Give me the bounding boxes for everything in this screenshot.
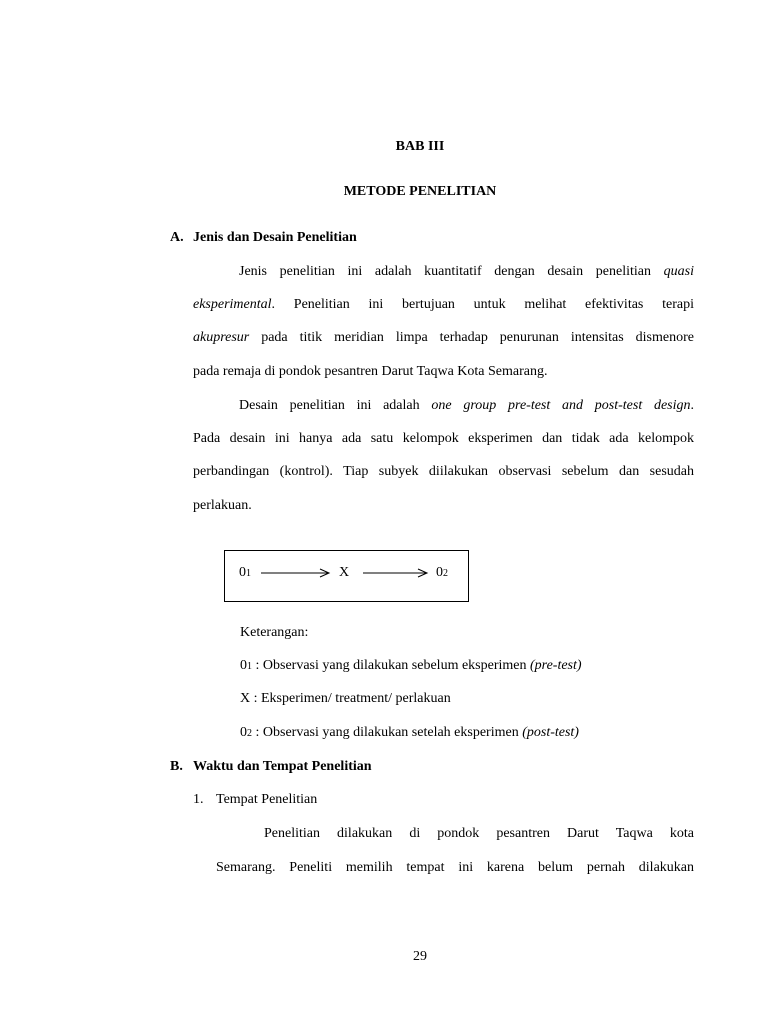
subsection-title: Tempat Penelitian [216,792,318,807]
design-x: X [339,565,350,580]
section-b-marker: B. [170,759,183,774]
paragraph-line: Pada desain ini hanya ada satu kelompok eksperimen dan tidak ada kelompok [193,431,694,446]
paragraph-line: eksperimental. Penelitian ini bertujuan untuk melihat efektivitas terapi [193,297,694,312]
legend-title: Keterangan: [240,625,309,640]
legend-item: 01 : Observasi yang dilakukan sebelum eksperimen (pre-test) [240,658,582,673]
paragraph-line: pada remaja di pondok pesantren Darut Taqwa Kota Semarang. [193,364,548,379]
arrow-right-icon [362,566,430,580]
paragraph-line: perlakuan. [193,498,252,513]
page-number: 29 [413,949,427,964]
legend-item: X : Eksperimen/ treatment/ perlakuan [240,691,451,706]
section-b-heading: Waktu dan Tempat Penelitian [193,759,372,774]
design-o2: 02 [436,565,448,580]
arrow-right-icon [260,566,332,580]
paragraph-line: perbandingan (kontrol). Tiap subyek diilakukan observasi sebelum dan sesudah [193,464,694,479]
paragraph-line: Desain penelitian ini adalah one group pre-test and post-test design. [239,398,695,413]
paragraph-line: Penelitian dilakukan di pondok pesantren Darut Taqwa kota [264,826,694,841]
legend-item: 02 : Observasi yang dilakukan setelah eksperimen (post-test) [240,725,579,740]
design-o1: 01 [239,565,251,580]
chapter-title: METODE PENELITIAN [343,184,497,199]
chapter-number: BAB III [395,139,445,154]
section-a-marker: A. [170,230,184,245]
paragraph-line: Semarang. Peneliti memilih tempat ini karena belum pernah dilakukan [216,860,694,875]
section-a-heading: Jenis dan Desain Penelitian [193,230,357,245]
paragraph-line: akupresur pada titik meridian limpa terhadap penurunan intensitas dismenore [193,330,694,345]
paragraph-line: Jenis penelitian ini adalah kuantitatif dengan desain penelitian quasi [239,264,694,279]
list-item-marker: 1. [193,792,204,807]
